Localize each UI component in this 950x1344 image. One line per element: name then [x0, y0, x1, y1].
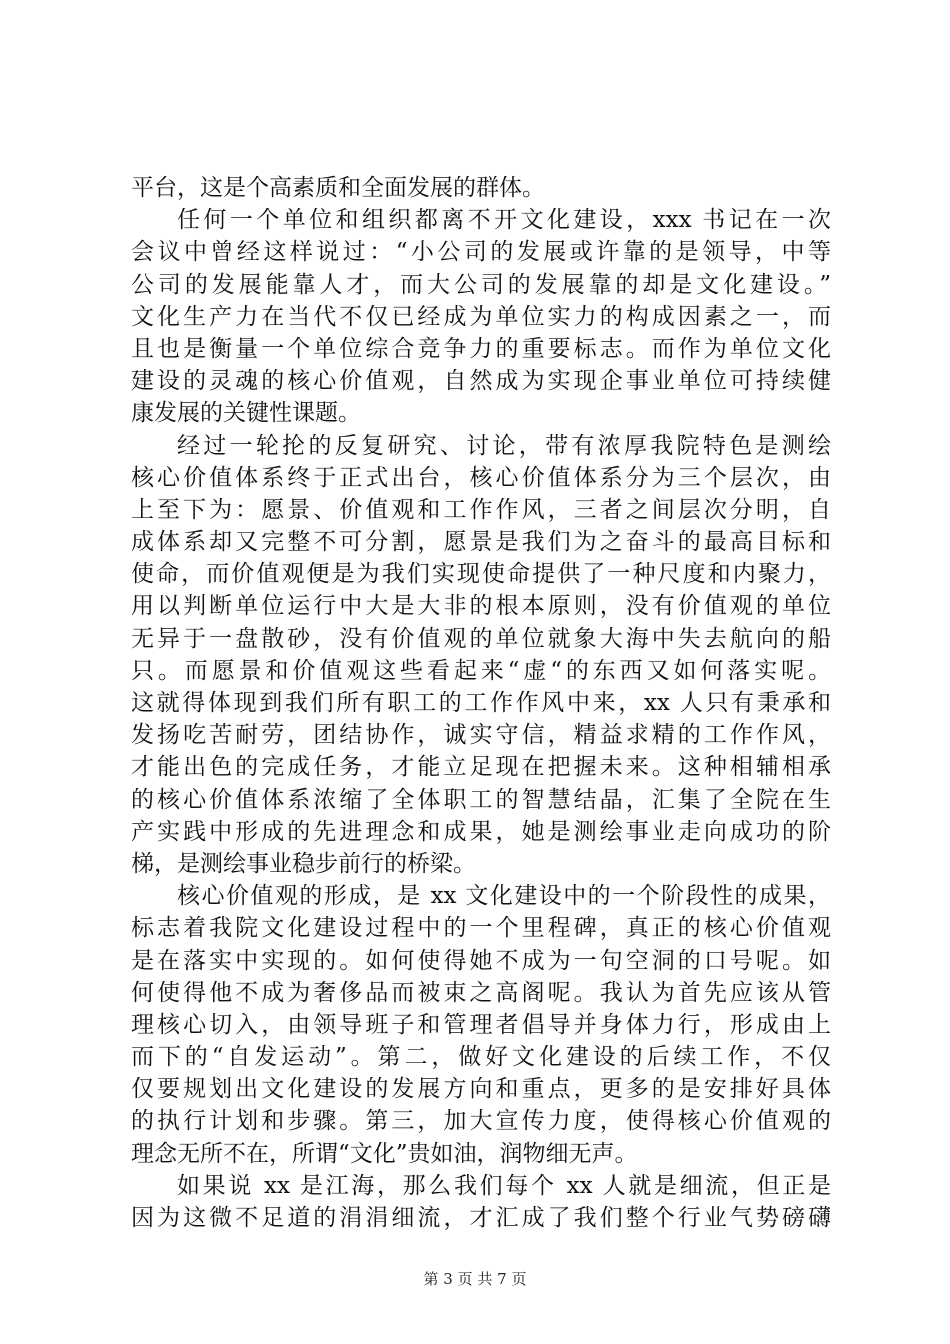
text-line: 理念无所不在，所谓“文化”贵如油，润物细无声。 — [131, 1140, 638, 1167]
text-line: 平台，这是个高素质和全面发展的群体。 — [131, 175, 545, 201]
text-line: 产实践中形成的先进理念和成果，她是测绘事业走向成功的阶 — [131, 818, 831, 845]
text-line: 任何一个单位和组织都离不开文化建设，xxx 书记在一次 — [177, 207, 831, 234]
page-number-footer: 第 3 页 共 7 页 — [423, 1270, 527, 1288]
text-line: 无异于一盘散砂，没有价值观的单位就象大海中失去航向的船 — [131, 625, 831, 652]
text-line: 才能出色的完成任务，才能立足现在把握未来。这种相辅相承 — [131, 754, 831, 781]
text-line: 如果说 xx 是江海，那么我们每个 xx 人就是细流，但正是 — [177, 1172, 831, 1199]
text-line: 建设的灵魂的核心价值观，自然成为实现企事业单位可持续健 — [131, 368, 831, 395]
text-line: 使命，而价值观便是为我们实现使命提供了一种尺度和内聚力， — [131, 561, 831, 588]
text-line: 会议中曾经这样说过：“小公司的发展或许靠的是领导，中等 — [131, 239, 831, 266]
text-line: 经过一轮抡的反复研究、讨论，带有浓厚我院特色是测绘 — [177, 432, 831, 459]
text-line: 何使得他不成为奢侈品而被束之高阁呢。我认为首先应该从管 — [131, 979, 831, 1006]
paragraph-rivers-and-seas — [131, 1170, 831, 1234]
text-line: 梯，是测绘事业稳步前行的桥梁。 — [131, 850, 476, 877]
text-line: 的执行计划和步骤。第三，加大宣传力度，使得核心价值观的 — [131, 1108, 831, 1135]
text-line: 仅要规划出文化建设的发展方向和重点，更多的是安排好具体 — [131, 1076, 831, 1103]
text-line: 的核心价值体系浓缩了全体职工的智慧结晶，汇集了全院在生 — [131, 786, 831, 813]
text-line: 核心价值体系终于正式出台，核心价值体系分为三个层次，由 — [131, 464, 831, 491]
text-line: 上至下为：愿景、价值观和工作作风，三者之间层次分明，自 — [131, 496, 831, 523]
text-line: 因为这微不足道的涓涓细流，才汇成了我们整个行业气势磅礴 — [131, 1205, 831, 1231]
text-line: 而下的“自发运动”。第二，做好文化建设的后续工作，不仅 — [131, 1044, 831, 1071]
paragraph-core-values-formation — [131, 880, 831, 1170]
text-line: 康发展的关键性课题。 — [131, 400, 361, 427]
paragraph-continuation — [131, 172, 831, 204]
text-line: 是在落实中实现的。如何使得她不成为一句空洞的口号呢。如 — [131, 947, 831, 974]
paragraph-culture-building — [131, 204, 831, 429]
text-line: 发扬吃苦耐劳，团结协作，诚实守信，精益求精的工作作风， — [131, 722, 831, 749]
text-line: 理核心切入，由领导班子和管理者倡导并身体力行，形成由上 — [131, 1011, 831, 1038]
paragraph-core-values-system — [131, 430, 831, 881]
text-line: 只。而愿景和价值观这些看起来“虚“的东西又如何落实呢。 — [131, 657, 831, 684]
text-line: 核心价值观的形成，是 xx 文化建设中的一个阶段性的成果， — [177, 883, 831, 910]
text-line: 这就得体现到我们所有职工的工作作风中来，xx 人只有秉承和 — [131, 690, 831, 716]
text-line: 公司的发展能靠人才，而大公司的发展靠的却是文化建设。” — [131, 271, 831, 298]
text-line: 文化生产力在当代不仅已经成为单位实力的构成因素之一，而 — [131, 303, 831, 330]
text-line: 成体系却又完整不可分割，愿景是我们为之奋斗的最高目标和 — [131, 529, 831, 556]
text-line: 标志着我院文化建设过程中的一个里程碑，真正的核心价值观 — [131, 915, 831, 942]
text-line: 用以判断单位运行中大是大非的根本原则，没有价值观的单位 — [131, 593, 831, 620]
document-body — [131, 172, 831, 1234]
text-line: 且也是衡量一个单位综合竞争力的重要标志。而作为单位文化 — [131, 335, 831, 362]
